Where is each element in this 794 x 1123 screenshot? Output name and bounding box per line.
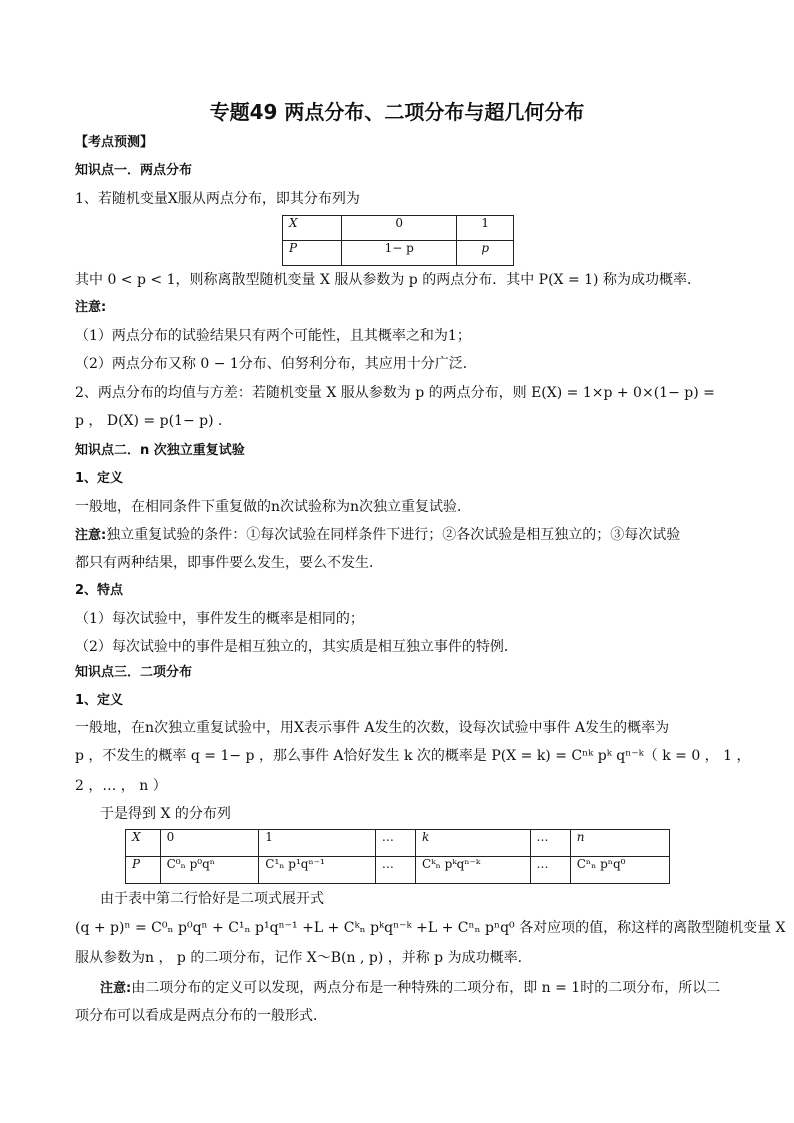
note-text: 由二项分布的定义可以发现，两点分布是一种特殊的二项分布，即 n = 1时的二项分布，所以二 bbox=[131, 980, 721, 996]
table-cell: … bbox=[375, 857, 415, 884]
table-cell: 1 bbox=[259, 830, 376, 857]
table-row bbox=[283, 216, 514, 241]
table-row bbox=[126, 830, 670, 857]
paragraph: （1）每次试验中，事件发生的概率是相同的； bbox=[75, 611, 364, 627]
paragraph: p ，不发生的概率 q = 1− p ，那么事件 A恰好发生 k 次的概率是 P(X = k) = Cⁿᵏ pᵏ qⁿ⁻ᵏ（ k = 0 ， 1 ， bbox=[75, 748, 751, 764]
paragraph: 一般地，在n次独立重复试验中，用X表示事件 A发生的次数，设每次试验中事件 A发生的概率为 bbox=[75, 720, 670, 736]
table-row bbox=[283, 241, 514, 266]
subheading: 1、定义 bbox=[75, 693, 124, 708]
table-cell: … bbox=[375, 830, 415, 857]
paragraph: 其中 0 < p < 1，则称离散型随机变量 X 服从参数为 p 的两点分布．其中 P(X = 1) 称为成功概率． bbox=[75, 272, 701, 288]
note-text: 独立重复试验的条件：①每次试验在同样条件下进行；②各次试验是相互独立的；③每次试验 bbox=[106, 527, 681, 543]
paragraph: 由于表中第二行恰好是二项式展开式 bbox=[100, 891, 324, 907]
table-cell: C⁰ₙ p⁰qⁿ bbox=[160, 857, 259, 884]
paragraph: 服从参数为n ， p 的二项分布，记作 X～B(n , p) ，并称 p 为成功概率． bbox=[75, 950, 532, 966]
table-row bbox=[126, 857, 670, 884]
distribution-table-2 bbox=[125, 829, 670, 884]
subheading: 1、定义 bbox=[75, 471, 124, 486]
forecast-heading: 【考点预测】 bbox=[75, 135, 154, 150]
section-heading-3: 知识点三．二项分布 bbox=[75, 665, 193, 680]
note-line bbox=[75, 525, 725, 546]
table-cell: P bbox=[283, 241, 342, 266]
table-cell: C¹ₙ p¹qⁿ⁻¹ bbox=[259, 857, 376, 884]
note-label: 注意: bbox=[75, 528, 107, 543]
paragraph: 2、两点分布的均值与方差：若随机变量 X 服从参数为 p 的两点分布，则 E(X) = 1×p + 0×(1− p) = bbox=[75, 385, 715, 401]
table-cell: Cᵏₙ pᵏqⁿ⁻ᵏ bbox=[416, 857, 530, 884]
table-cell: Cⁿₙ pⁿq⁰ bbox=[570, 857, 669, 884]
paragraph: p ， D(X) = p(1− p) ． bbox=[75, 413, 232, 429]
note-label: 注意: bbox=[100, 981, 132, 996]
section-heading-1: 知识点一．两点分布 bbox=[75, 163, 193, 178]
paragraph: 2 ，… ， n ） bbox=[75, 778, 167, 794]
table-cell: P bbox=[126, 857, 161, 884]
note-label: 注意: bbox=[75, 300, 107, 315]
section-heading-2: 知识点二．n 次独立重复试验 bbox=[75, 443, 245, 458]
page-title: 专题49 两点分布、二项分布与超几何分布 bbox=[209, 100, 585, 124]
paragraph: （2）每次试验中的事件是相互独立的，其实质是相互独立事件的特例． bbox=[75, 639, 518, 655]
paragraph: 都只有两种结果，即事件要么发生，要么不发生． bbox=[75, 555, 383, 571]
paragraph: (q + p)ⁿ = C⁰ₙ p⁰qⁿ + C¹ₙ p¹qⁿ⁻¹ +L + Cᵏₙ pᵏqⁿ⁻ᵏ +L + Cⁿₙ pⁿq⁰ 各对应项的值，称这样的离散型随机变量 X bbox=[75, 920, 786, 936]
paragraph: （1）两点分布的试验结果只有两个可能性，且其概率之和为1； bbox=[75, 328, 471, 344]
paragraph: 一般地，在相同条件下重复做的n次试验称为n次独立重复试验． bbox=[75, 499, 472, 515]
table-cell: n bbox=[570, 830, 669, 857]
paragraph: （2）两点分布又称 0 − 1分布、伯努利分布，其应用十分广泛． bbox=[75, 356, 477, 372]
table-cell: p bbox=[457, 241, 514, 266]
paragraph: 项分布可以看成是两点分布的一般形式． bbox=[75, 1008, 327, 1024]
distribution-table-1 bbox=[282, 215, 514, 266]
table-cell: X bbox=[283, 216, 342, 241]
table-cell: k bbox=[416, 830, 530, 857]
paragraph: 于是得到 X 的分布列 bbox=[100, 806, 231, 822]
subheading: 2、特点 bbox=[75, 583, 124, 598]
table-cell: … bbox=[530, 830, 570, 857]
table-cell: … bbox=[530, 857, 570, 884]
table-cell: 0 bbox=[341, 216, 456, 241]
table-cell: 1 bbox=[457, 216, 514, 241]
table-cell: X bbox=[126, 830, 161, 857]
note-line bbox=[100, 978, 750, 999]
table-cell: 1− p bbox=[341, 241, 456, 266]
paragraph: 1、若随机变量X服从两点分布，即其分布列为 bbox=[75, 191, 360, 207]
table-cell: 0 bbox=[160, 830, 259, 857]
